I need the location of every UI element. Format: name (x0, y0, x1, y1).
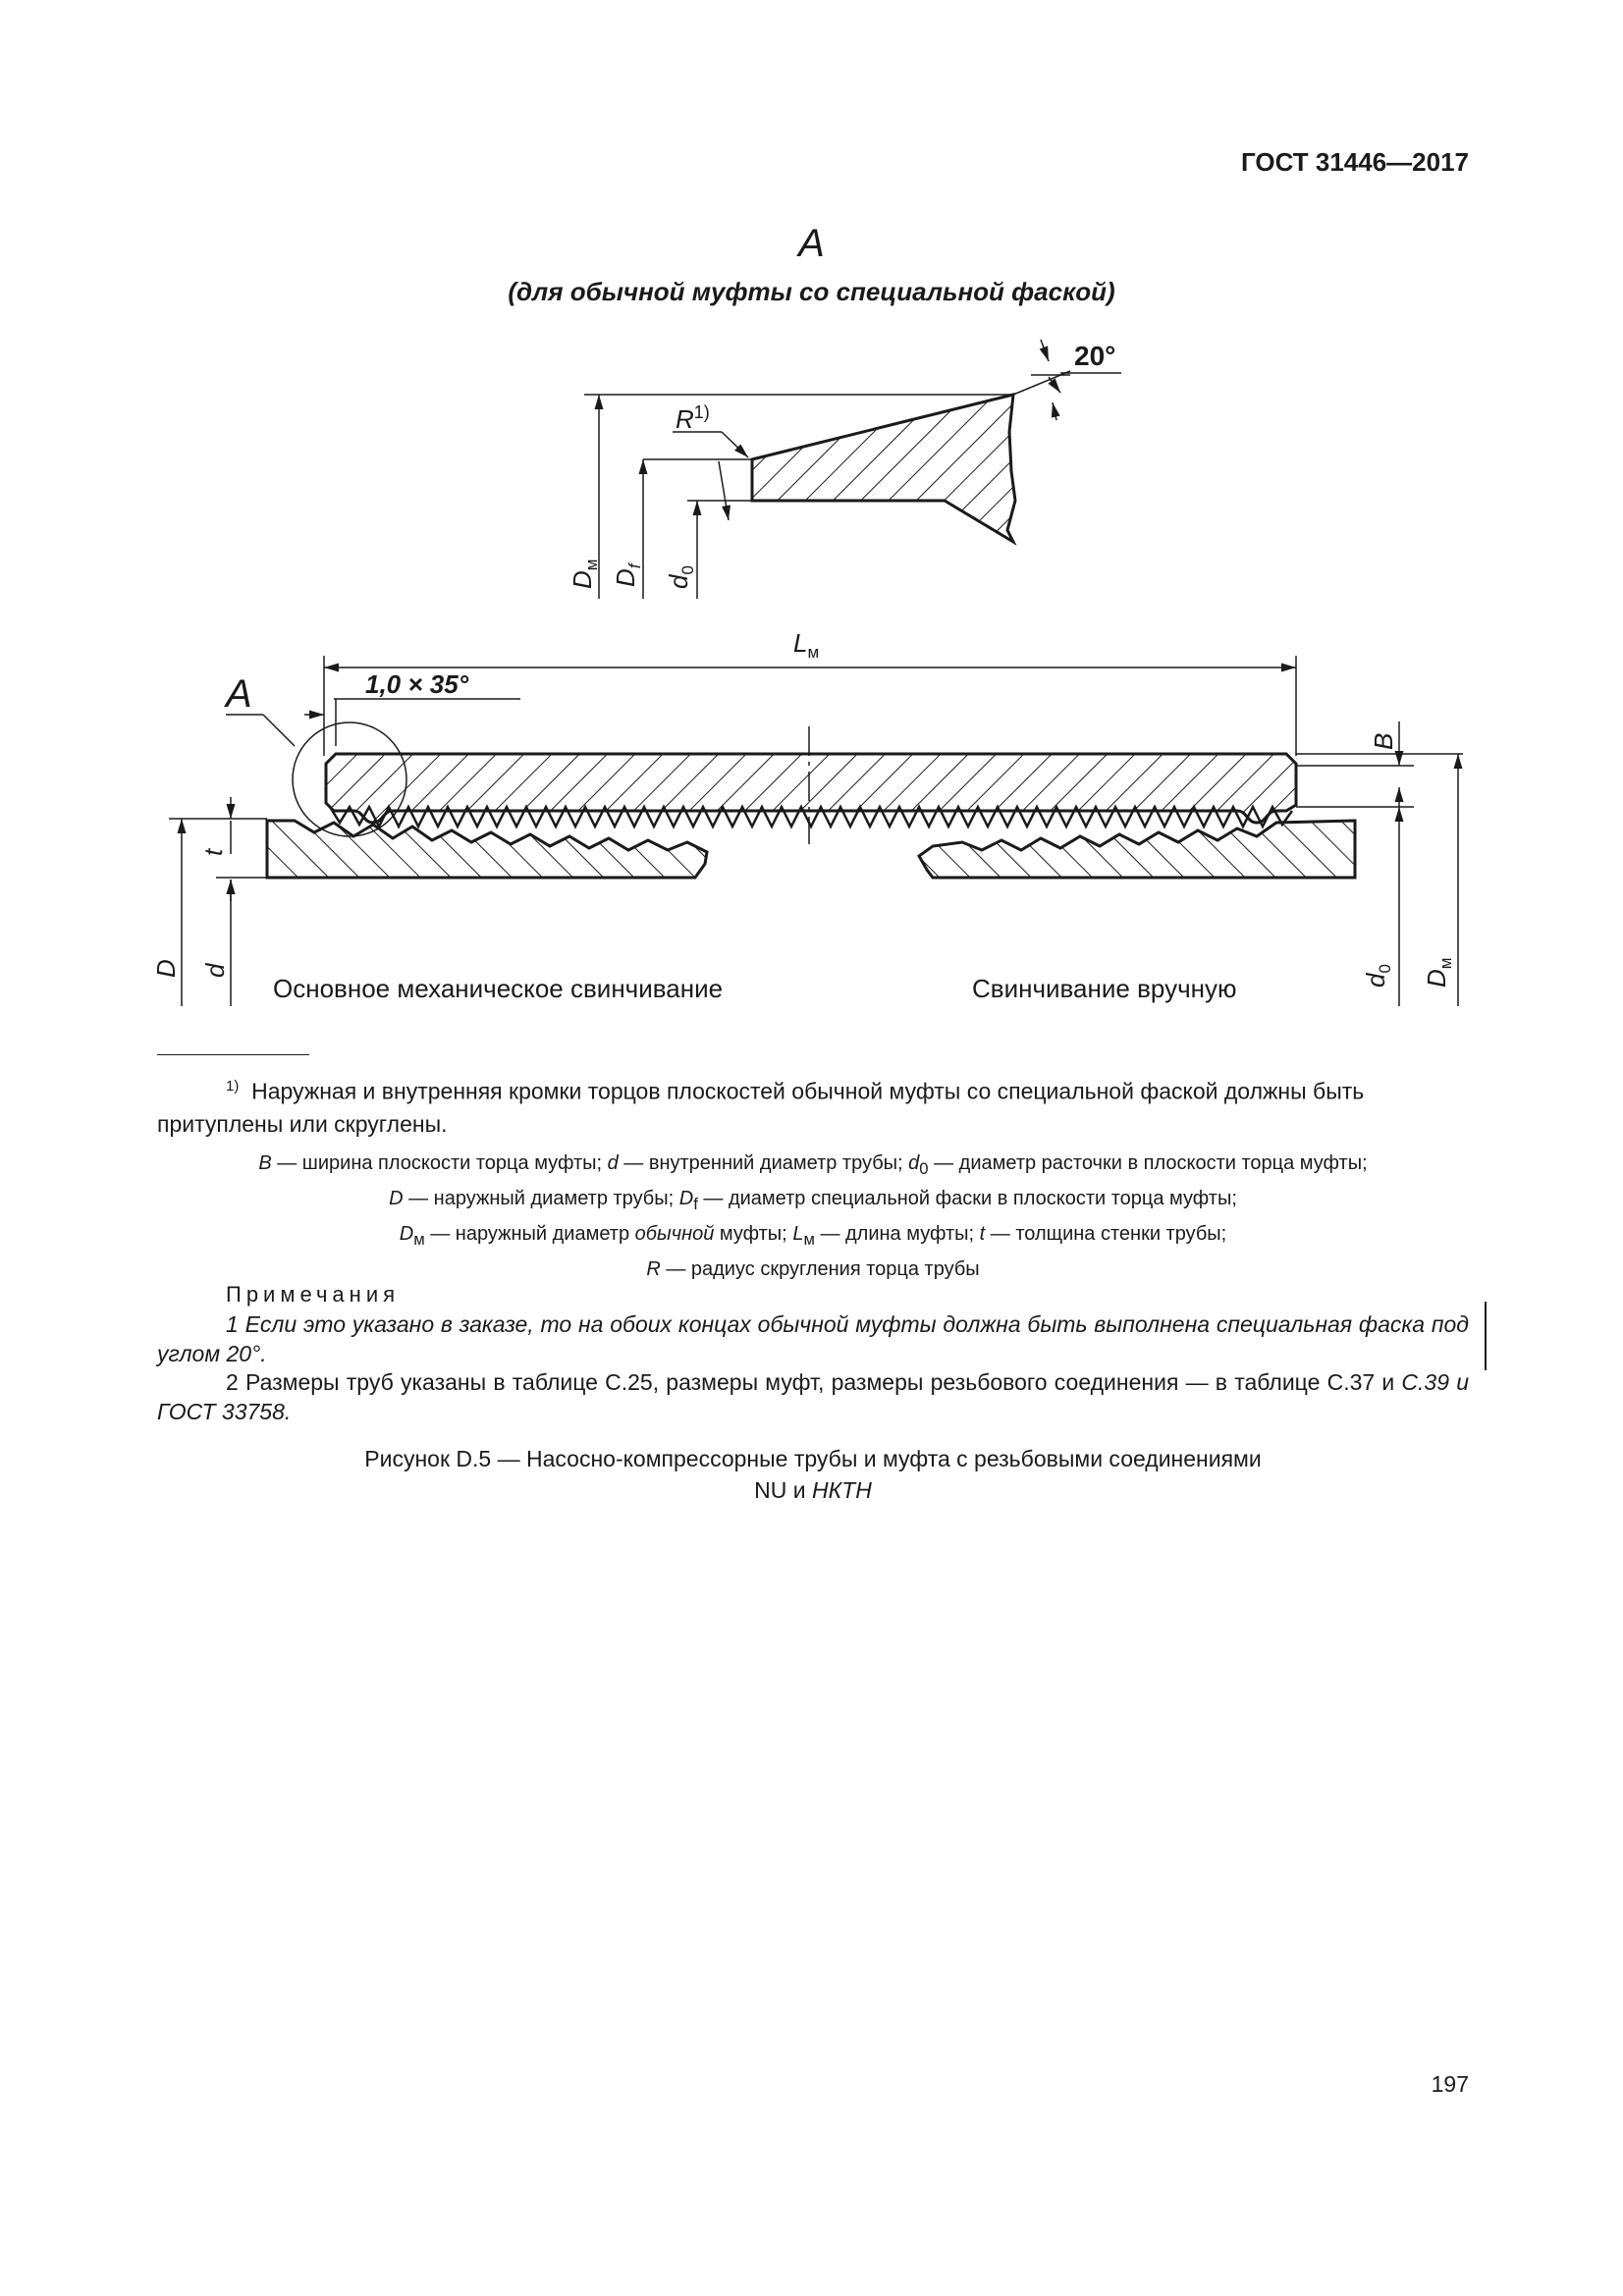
figure-caption (157, 1443, 1469, 1506)
dm-main-label: $D_м$ (1422, 957, 1455, 988)
note-1: 1 Если это указано в заказе, то на обоих концах обычной муфты должна быть выполнена специальная фаска под углом 20°. (157, 1311, 1469, 1366)
d-inner-label: d (200, 963, 230, 978)
d-outer-label: D (151, 959, 181, 978)
legend-line-3: $D_м$ — наружный диаметр обычной муфты; $L_м$ — длина муфты; t — толщина стенки трубы; (399, 1223, 1227, 1249)
angle-20-label: 20° (1074, 341, 1116, 371)
chamfer-label: 1,0 × 35° (365, 669, 469, 699)
detail-view-subtitle: (для обычной муфты со специальной фаской) (508, 277, 1115, 306)
right-pipe (919, 821, 1355, 878)
b-label: B (1369, 732, 1398, 750)
change-bar (1485, 1302, 1487, 1370)
detail-a-section (752, 395, 1015, 542)
t-label: t (198, 848, 228, 856)
footnote-rule (157, 1054, 309, 1055)
radius-label: $R^{1)}$ (676, 402, 710, 434)
detail-a (568, 340, 1121, 599)
symbol-legend (157, 1148, 1469, 1285)
dm-detail-label: $D_м$ (568, 559, 601, 589)
coupling-body (326, 754, 1296, 823)
main-assembly (151, 628, 1463, 1006)
footnote-marker: 1) (226, 1078, 240, 1095)
detail-view-letter: A (798, 222, 825, 265)
legend-line-2: D — наружный диаметр трубы; $D_f$ — диаметр специальной фаски в плоскости торца муфты; (389, 1188, 1237, 1213)
figure-caption-line-1: Рисунок D.5 — Насосно-компрессорные трубы и муфта с резьбовыми соединениями (364, 1446, 1262, 1471)
footnote-text: Наружная и внутренняя кромки торцов плоскостей обычной муфты со специальной фаской должны быть притуплены или скруглены. (157, 1078, 1365, 1137)
df-detail-label: $D_f$ (611, 563, 644, 587)
technical-drawing (0, 324, 1623, 1031)
callout-a-label: A (226, 672, 252, 716)
notes-title: Примечания (226, 1282, 401, 1307)
page-number: 197 (1431, 2071, 1469, 2097)
lm-label: $L_м$ (793, 628, 820, 662)
note-2: 2 Размеры труб указаны в таблице С.25, размеры муфт, размеры резьбового соединения — в таблице С.37 и С.39 и ГОСТ 33758. (157, 1369, 1469, 1424)
footnote (157, 1070, 1469, 1141)
d0-main-label: $d_0$ (1361, 964, 1394, 988)
standard-id: ГОСТ 31446—2017 (1241, 147, 1469, 177)
legend-line-4: R — радиус скругления торца трубы (646, 1258, 980, 1280)
figure-caption-line-2: NU и НКТН (754, 1477, 872, 1503)
left-pipe (267, 821, 707, 878)
d0-detail-label: $d_0$ (664, 565, 697, 589)
legend-line-1: B — ширина плоскости торца муфты; d — внутренний диаметр трубы; $d_0$ — диаметр расточки в плоскости торца муфты; (258, 1152, 1368, 1178)
right-caption: Свинчивание вручную (972, 974, 1237, 1003)
left-caption: Основное механическое свинчивание (273, 974, 724, 1003)
